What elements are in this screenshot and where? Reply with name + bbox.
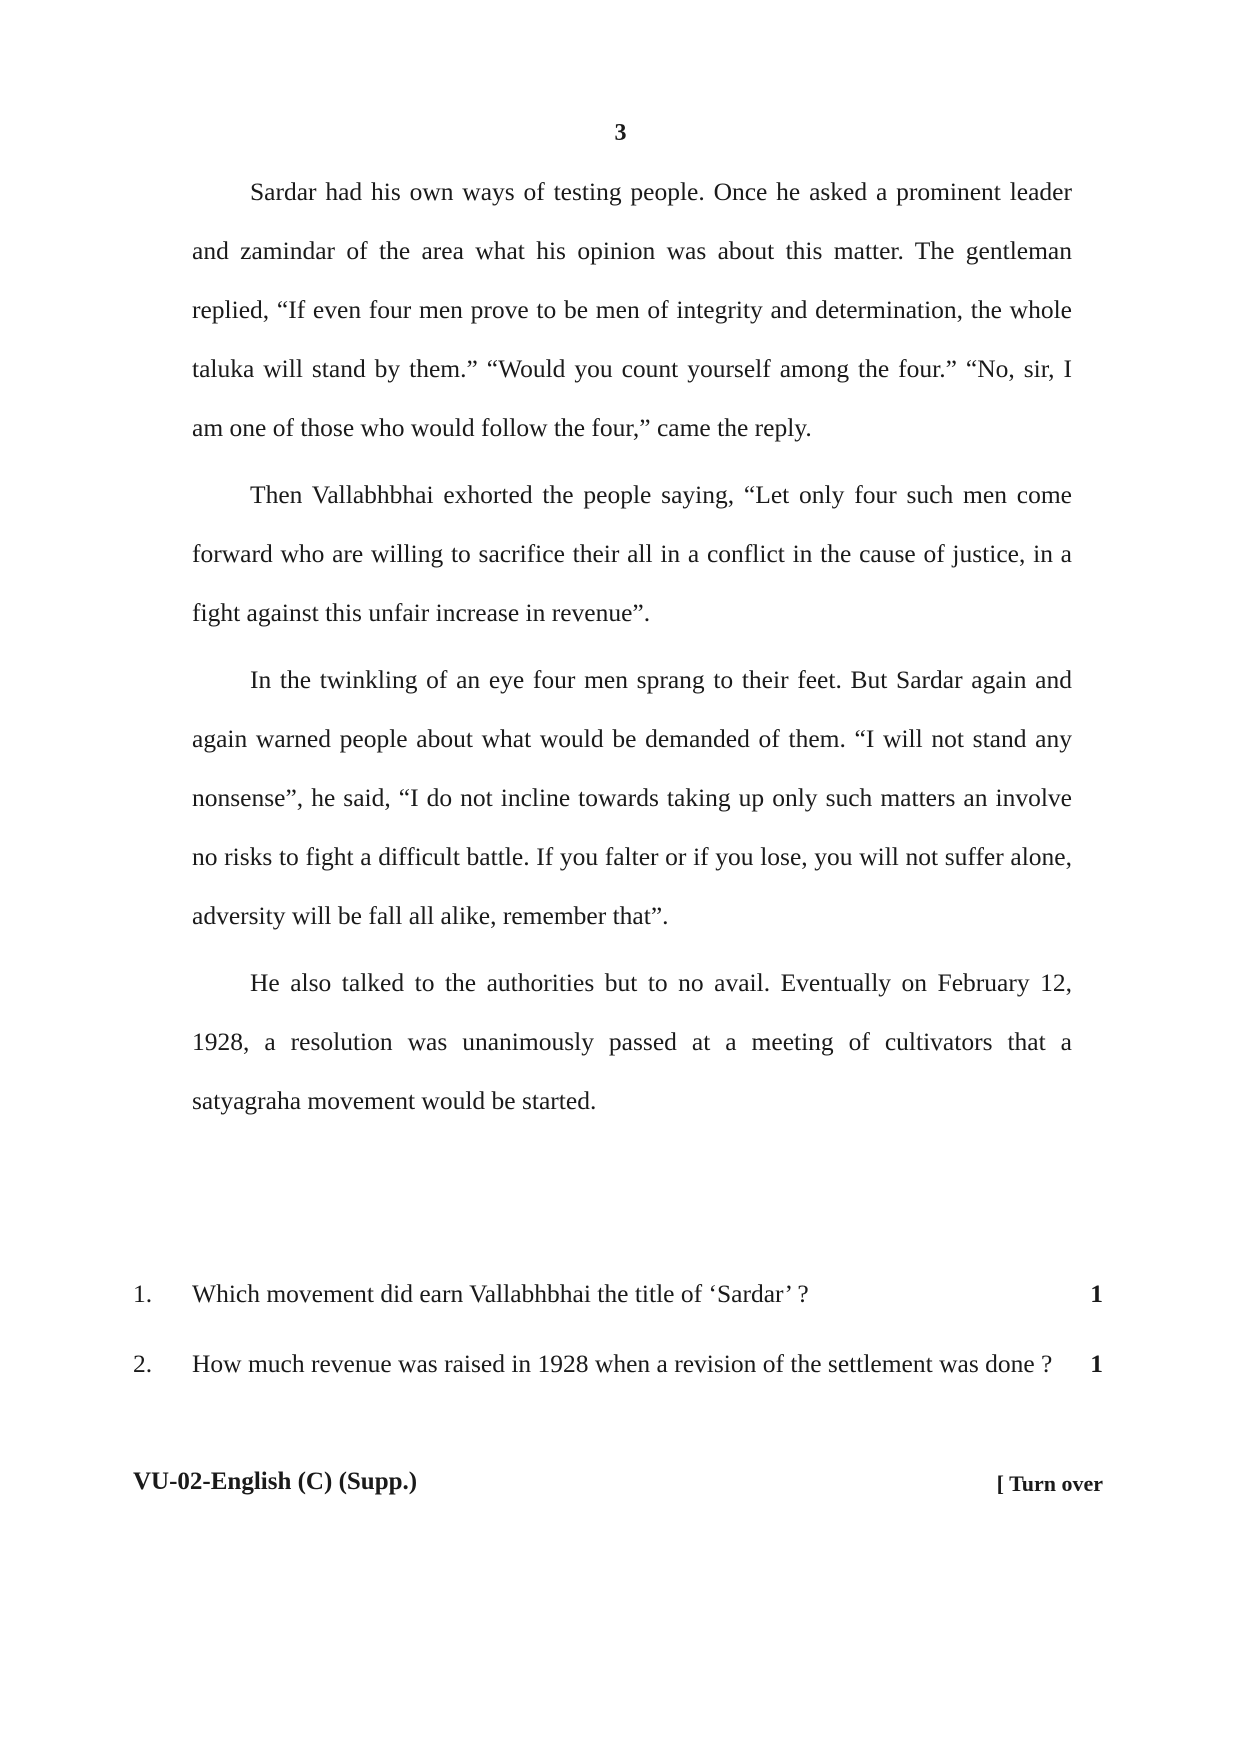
question-number: 2. xyxy=(133,1349,153,1378)
question-text: How much revenue was raised in 1928 when a revision of the settlement was done ? xyxy=(192,1349,1053,1378)
passage-paragraph-1: Sardar had his own ways of testing people. Once he asked a prominent leader and zamindar of the area what his opinion was about this matter. The gentleman replied, “If even four men prove to be men of integrity and determination, the whole taluka will stand by them.” “Would you count yourself among the four.” “No, sir, I am one of those who would follow the four,” came the reply. xyxy=(192,177,1072,442)
question-text: Which movement did earn Vallabhbhai the title of ‘Sardar’ ? xyxy=(192,1279,809,1308)
question-1 xyxy=(133,1265,1103,1323)
passage xyxy=(192,162,1072,1138)
page-number: 3 xyxy=(614,120,627,146)
turn-over-note: [ Turn over xyxy=(996,1471,1103,1496)
passage-paragraph-3: In the twinkling of an eye four men sprang to their feet. But Sardar again and again warned people about what would be demanded of them. “I will not stand any nonsense”, he said, “I do not incline towards taking up only such matters an involve no risks to fight a difficult battle. If you falter or if you lose, you will not suffer alone, adversity will be fall all alike, remember that”. xyxy=(192,665,1072,930)
question-number: 1. xyxy=(133,1279,153,1308)
question-list xyxy=(133,1265,1103,1405)
question-marks: 1 xyxy=(1090,1349,1103,1378)
passage-paragraph-2: Then Vallabhbhai exhorted the people saying, “Let only four such men come forward who are willing to sacrifice their all in a conflict in the cause of justice, in a fight against this unfair increase in revenue”. xyxy=(192,480,1072,627)
passage-paragraph-4: He also talked to the authorities but to no avail. Eventually on February 12, 1928, a resolution was unanimously passed at a meeting of cultivators that a satyagraha movement would be started. xyxy=(192,968,1072,1115)
question-2 xyxy=(133,1335,1103,1393)
question-marks: 1 xyxy=(1090,1279,1103,1308)
paper-code: VU-02-English (C) (Supp.) xyxy=(133,1468,418,1495)
